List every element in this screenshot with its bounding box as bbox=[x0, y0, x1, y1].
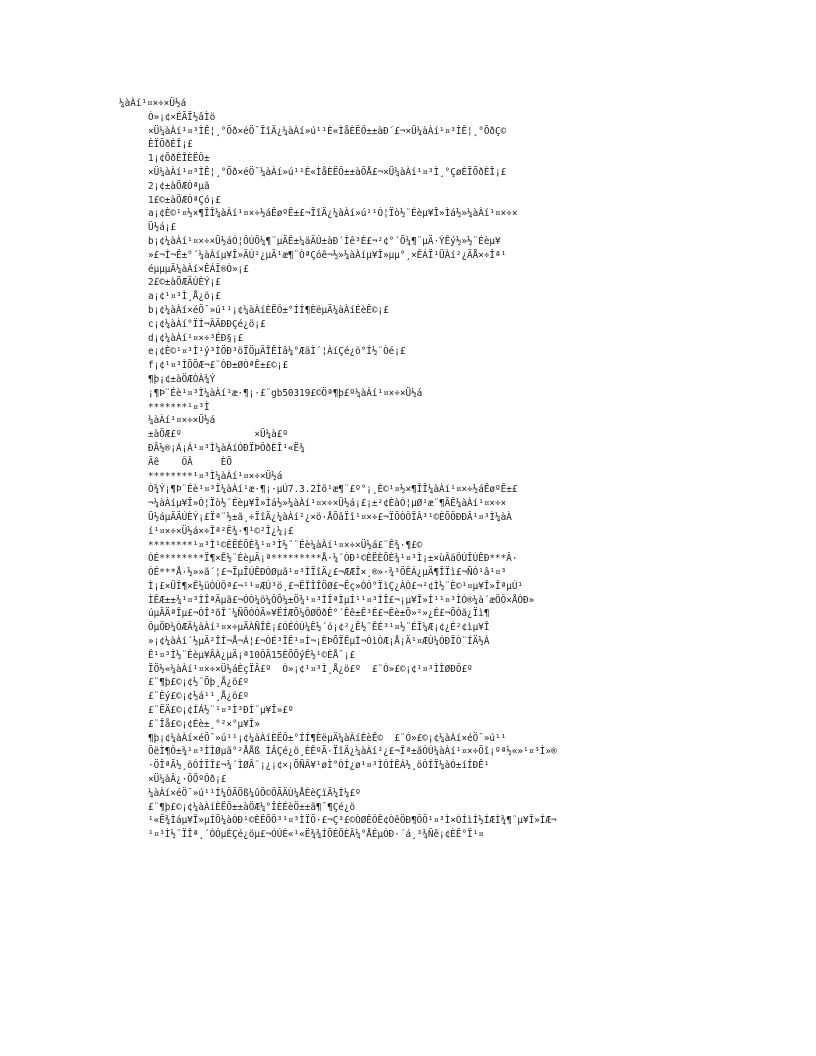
text-line: £¨¶þ£©¡¢¼àÀíÈËÔ±±àÖÆ¼°ÎÈÉèÖ±±ã¶¯¶Çé¿ö bbox=[148, 801, 356, 813]
text-line: ÕëÌ¶Ô±¾¹¤³ÌÌØµã°²ÅÅß ÌÂÇé¿ö¸ÈÊºÃ·ÏîÄ¿¼àÀí²¿£¬Îª±ãÓÚ¼àÀí¹¤×÷Õî¡ºª½«»¹¤³Ì»® bbox=[148, 746, 557, 758]
text-line: ¼àÀí¹¤×÷×Ü½á bbox=[148, 415, 216, 427]
text-line: c¡¢¼àÀí°ÏÍ¬ÂÄÐÐÇé¿ö¡£ bbox=[148, 318, 266, 330]
text-line: ÓÉ********Ï¶×Ê½¨ÉèµÄ¡ª*********Å·¼¨ÓÐ¹©ÈËÈÕÈ¾¹¤³Ì¡±×ùÂäÔÚÎÚÊÐ***Â· bbox=[148, 553, 518, 565]
text-line: ¹«Ë¾Ìáµ¥Î»µÍÕ¼àÓÐ¹©ÈËÕÖ³¹¤³ÌÏÖ·£¬Ç³£©ÒØÊÔÊ¢ÓêÖÐ¶ÔÖ¹¤³Ì×ÓÍìÍ½ÍÆÌ¾¶¨µ¥Î»ÍÆ¬ bbox=[148, 815, 557, 827]
text-line: ¬¼àÀíµ¥Î»Ó¦Ïò½¨Éèµ¥Î»Ìá½»¼àÀí¹¤×÷×Ü½á¡£¡±²¢ÈàÓ¦µØ¹æ¨¶ÃÊ¼àÀí¹¤×÷× bbox=[148, 498, 507, 510]
text-line: *******¹¤³Ì bbox=[148, 401, 210, 413]
text-line: ÏÖ½«¼àÀí¹¤×÷×Ü½áÈçÏÂ£º Ò»¡¢¹¤³Ì¸Å¿ö£º £¨Ò»£©¡¢¹¤³ÌÌØÐÔ£º bbox=[148, 663, 473, 675]
text-line: úµÄÄªÎµ£¬ÓÎ³õÎ´¼ÑÕÒÓÄ»¥ËÍÆÕ¼ÔØÔðÊ°´Êê±Ê³É£¬Êè±Õ»²»¿É£¬ÕÓã¿Ïì¶ bbox=[148, 608, 490, 620]
text-line: Ü½áµÄÄÚÈÝ¡£Ïª¨½±ã¸÷ÏîÄ¿¼àÀí²¿×ö·ÅÕâÏî¹¤×÷£¬ÏÖÒÔÏÂ³¹©ÈÕÖÐÐÂ¹¤³Ì¼àÀ bbox=[148, 511, 512, 523]
text-line: ×Ü¼àÂ¿·ÖÕºÔð¡£ bbox=[148, 774, 227, 786]
text-line: b¡¢¼àÀí¹¤×÷×Ü½áÓ¦ÔÚÕ¼¶¨µÄÊ±¼äÄÚ±àÐ´Íê³É£¬²¢°´Õ¼¶¨µÄ·ÝÊý½»½¨Éèµ¥ bbox=[148, 235, 501, 247]
text-line: b¡¢¼àÀí×éÖ¯»ú¹¹¡¢¼àÀíÈËÔ±°ÍÍ¶ÈëµÄ¼àÀíÉèÊ©¡£ bbox=[148, 304, 389, 316]
text-line: ¡¶Þ¨Éè¹¤³Ì¼àÀí¹æ·¶¡·£¨gb50319£©Öª¶þ£º¼àÀí¹¤×÷×Ü½á bbox=[148, 387, 423, 399]
text-line: Ò»¡¢×ÉÃÏ½âÌö bbox=[148, 111, 216, 123]
text-line: £¨ËÄ£©¡¢ÍÁ½¨¹¤³Ì³ÐÌ¨µ¥Î»£º bbox=[148, 705, 294, 717]
text-line: ¼àÀí¹¤×÷×Ü½á bbox=[119, 98, 187, 109]
text-line: »¡¢¼àÀí´½µÄ²ÎÍ¬Å¬Á¦£¬ÓÉ³ÎÊ¹¤Í¬¡ÈÞÕÏÊµÍ¬ÒìÒÆ¡Å¡Ä¹¤ÆÚ¼ÓÐÏÒ¨ÍÄ½Á bbox=[148, 636, 490, 648]
text-line: a¡¢¹¤³Ì¸Å¿ö¡£ bbox=[148, 291, 221, 303]
text-line: 1¡¢ÕðÈÎÈËÔ± bbox=[148, 153, 210, 165]
text-line: ¹¤³Ì½¨ÏÎª¸´ÓÓµÈÇé¿öµ£¬ÓÚÈ«¹«Ë¾¾ÍÕÉÕÈÂ¼°ÅÉµÓÐ·´á¸³¾Ñê¡¢ÈÊ°Ï¹¤ bbox=[148, 829, 484, 841]
text-line: ×Ü¼àÀí¹¤³ÌÊ¦¸°Õð×éÖ¯¼àÀí»ú¹¹È«ÌåÈËÔ±±àÕÅ£¬×Ü¼àÀí¹¤³Ì¸°ÇøÈÏÕðÈÎ¡£ bbox=[148, 166, 507, 178]
text-line: Äê ÔÂ ÈÕ bbox=[148, 456, 232, 468]
text-line: ÈÏÖðÈÎ¡£ bbox=[148, 139, 193, 151]
text-line: ÌÊÆ±±¾¹¤³ÌÎªÄµã£¬ÓÓ¼ö¼ÔÕ¼±Ö¾¹¤³ÌÎªÌµÍ¹¹¤³ÌÎ£¬¡µ¥Î»Í¹¹¤³ÌÒ®¼à´æÖÔ×ÅÓÐ» bbox=[148, 594, 535, 606]
text-line: £¨¶þ£©¡¢½¨Öþ¸Å¿ö£º bbox=[148, 677, 249, 689]
text-line: ¶þ¡¢¼àÀí×éÖ¯»ú¹¹¡¢¼àÀíÈËÔ±°ÍÍ¶ÈëµÄ¼àÀíÉèÊ© £¨Ò»£©¡¢¼àÀí×éÖ¯»ú¹¹ bbox=[148, 732, 507, 744]
text-line: ********¹¤³Ì¼àÀí¹¤×÷×Ü½á bbox=[148, 470, 283, 482]
text-line: ±àÖÆ£º ×Ü¼à£º bbox=[148, 429, 288, 441]
text-line: d¡¢¼àÀí¹¤×÷³ÉÐ§¡£ bbox=[148, 332, 244, 344]
text-line: ÔµÖÐ¼ÓÆÄ¼àÀí¹¤×÷µÄÀÑÎÈ¡£ÓÉÓÚ¼Ê½´ó¡¢²¿Ê½¨ÊÉ³¹¤½¨ÉÎ¼Æ¡¢¿É²¢ìµ¥Î bbox=[148, 622, 490, 634]
text-line: ÓÉ***Å·½»»ã´¦£¬ÏµÎÚÊÐÓØµã¹¤³ÌÏîÄ¿£¬ÆÆÎ×¸®»·¾³ÖÊÁ¿µÄ¶ÎÏì£¬ÑÓ¹â¹¤³ bbox=[148, 567, 507, 579]
text-line: 2¡¢±àÖÆÒªµã bbox=[148, 180, 210, 192]
document-body bbox=[119, 97, 709, 842]
text-line: ×Ü¼àÀí¹¤³ÌÊ¦¸°Õð×éÖ¯ÏîÄ¿¼àÀí»ú¹¹È«ÌåÈËÔ±±àÐ´£¬×Ü¼àÀí¹¤³ÌÊ¦¸°ÕðÇ© bbox=[148, 125, 507, 137]
text-line: e¡¢È©¹¤³Ì¹ý³ÌÖÐ³öÏÖµÄÎÊÌâ¼°ÆäÌ´¦ÀíÇé¿ö°Í½¨Òé¡£ bbox=[148, 346, 406, 358]
text-line: í¹¤×÷×Ü½á×÷Îª²Ê¾·¶¹©²Î¿¼¡£ bbox=[148, 525, 294, 537]
text-line: ·ÖÎªÃ½¸öÓÍÏÎ£¬¾´ÌØÂ¨¡¿¡¢×¡ÕÑÂ¥¹øÌ°ÓÍ¿ø¹¤³ÌÒÍÊÁ½¸öÓÍÏ¼àÓ±íÍÐÊ¹ bbox=[148, 760, 490, 772]
text-line: ¶þ¡¢±àÖÆÒÀ¾Ý bbox=[148, 373, 216, 385]
text-line: Ì¡£×ÜÍ¶×Ê½üÒÚÔª£¬¹¹¤ÆÚ³ö¸£¬ËÎÎÎÖØ£¬Ëç»ÓÓ°ÏìÇ¿ÀÒ£¬²¢Ì½¨È©¹¤µ¥Î»ÎªµÚ¹ bbox=[148, 580, 524, 592]
text-line: f¡¢¹¤³ÌÕÕÆ¬£¨ÓÐ±ØÒªÊ±£©¡£ bbox=[148, 360, 288, 372]
text-line: éµµµÄ¼àÀí×ÊÁÏ®Ò»¡£ bbox=[148, 263, 249, 275]
text-line: 2£©±àÖÆÄÚÈÝ¡£ bbox=[148, 277, 221, 289]
text-line: 1£©±àÖÆÒªÇó¡£ bbox=[148, 194, 221, 206]
text-line: £¨Èý£©¡¢½á¹¹¸Å¿ö£º bbox=[148, 691, 249, 703]
text-line: ********¹¤³Ì¹©ÈËÈÕÈ¾¹¤³Ì½¨¨Éè¼àÀí¹¤×÷×Ü½á£¨Ê¾·¶£© bbox=[148, 539, 423, 551]
text-line: Ê¹¤³Ì½¨Éèµ¥ÂÀ¿µÄ¡ª10ÔÂ15ÈÕÕýÊ½¹©ÈÅ¯¡£ bbox=[148, 649, 356, 661]
text-line: ¼àÀí×éÖ¯»ú¹¹Í¼ÔÃÕß¼ûÖ©ÖÃÄÚ¼ÅÉèÇïÄ¼Í¼£º bbox=[148, 787, 361, 799]
text-line: Ò¾Ý¡¶Þ¨Éè¹¤³Ì¼àÀí¹æ·¶¡·µÚ7.3.2Ìõ¹æ¶¨£º°¡¸È©¹¤½×¶ÎÎ¼àÀí¹¤×÷½áÊøºÊ±£ bbox=[148, 484, 518, 496]
text-line: ÐÂ½®¡Á¡Á¹¤³Ì¼àÀíÓÐÏÞÔðÈÎ¹«Ë¾ bbox=[148, 442, 305, 454]
text-line: £¨Îå£©¡¢Éè±¸°²×°µ¥Î» bbox=[148, 718, 260, 730]
text-line: a¡¢È©¹¤½×¶ÎÎ¼àÀí¹¤×÷½áÊøºÊ±£¬ÏîÄ¿¼àÀí»ú¹¹Ó¦Ïò½¨Éèµ¥Î»Ìá½»¼àÀí¹¤×÷× bbox=[148, 208, 518, 220]
text-line: »£¬Í¬Ê±°´¼àÀíµ¥Î»ÄÚ²¿µÄ¹æ¶¨ÒªÇóê¬½»¼àÀíµ¥Î»µµ°¸×ÊÁÏ¹ÜÀí²¿ÃÅ×÷Îª¹ bbox=[148, 249, 507, 261]
text-line: Ü½á¡£ bbox=[148, 222, 176, 234]
